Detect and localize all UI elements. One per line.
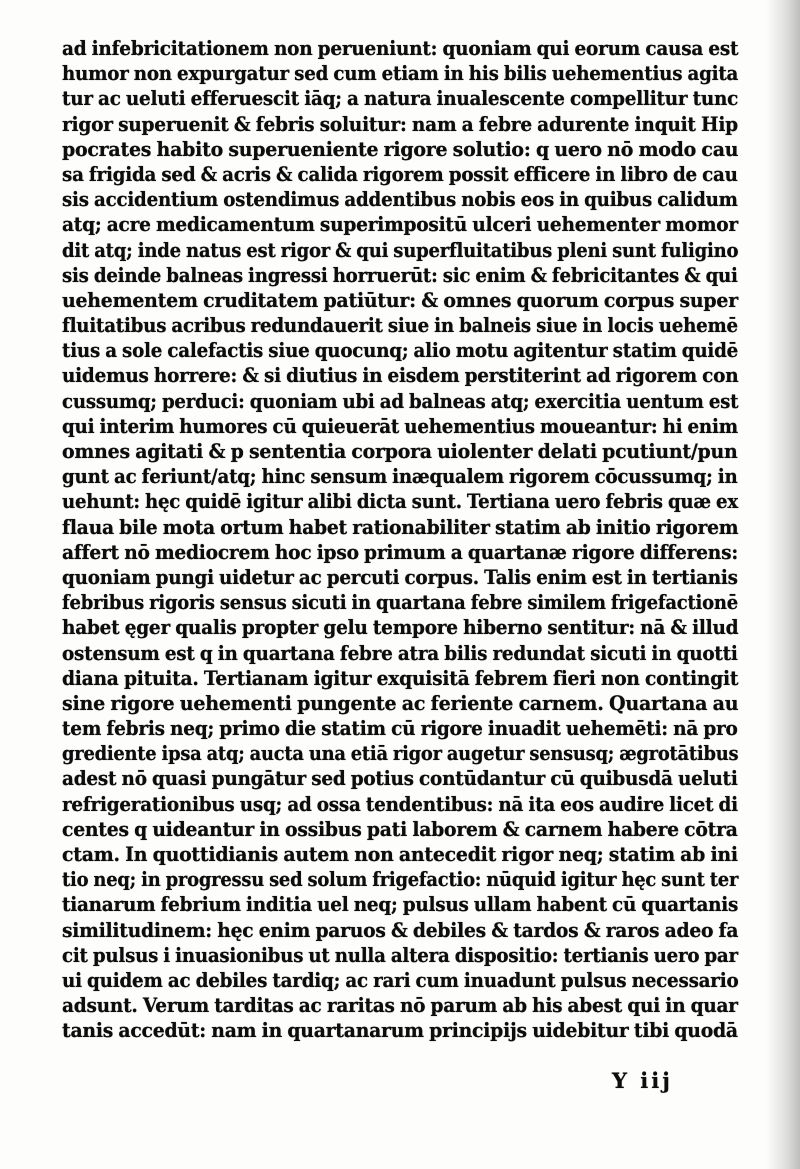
text-line: qui interim humores cū quieuerāt uehementius moueantur: hi enim <box>62 414 738 438</box>
text-line: tius a sole calefactis siue quocunq; alio motu agitentur statim quidē <box>62 339 739 363</box>
text-line: cit pulsus i inuasionibus ut nulla altera dispositio: tertianis uero par <box>62 943 738 967</box>
text-line: atq; acre medicamentum superimpositū ulceri uehementer momor <box>62 213 738 237</box>
text-line: gunt ac feriunt/atq; hinc sensum inæqualem rigorem cōcussumq; in <box>62 465 738 489</box>
text-line: diana pituita. Tertianam igitur exquisitā febrem fieri non contingit <box>62 666 739 690</box>
text-line: cussumq; perduci: quoniam ubi ad balneas atq; exercitia uentum est <box>62 389 739 413</box>
text-line: dit atq; inde natus est rigor & qui superfluitatibus pleni sunt fuligino <box>62 238 739 262</box>
text-line: fluitatibus acribus redundauerit siue in balneis siue in locis uehemē <box>62 314 738 338</box>
page-gutter-shadow <box>766 0 800 1169</box>
text-line: adsunt. Verum tarditas ac raritas nō parum ab his abest qui in quar <box>62 994 738 1018</box>
text-line: ostensum est q in quartana febre atra bilis redundat sicuti in quotti <box>62 641 738 665</box>
text-line: uehunt: hęc quidē igitur alibi dicta sunt. Tertiana uero febris quæ ex <box>62 490 738 514</box>
text-line: tio neq; in progressu sed solum frigefactio: nūquid igitur hęc sunt ter <box>62 868 739 892</box>
text-line: adest nō quasi pungātur sed potius contūdantur cū quibusdā ueluti <box>62 767 738 791</box>
text-line: uehementem cruditatem patiūtur: & omnes quorum corpus super <box>62 288 738 312</box>
text-line: humor non expurgatur sed cum etiam in his bilis uehementius agita <box>62 62 739 86</box>
text-line: ctam. In quottidianis autem non antecedit rigor neq; statim ab ini <box>62 843 738 866</box>
body-text <box>62 36 742 1044</box>
text-line: rigor superuenit & febris soluitur: nam a febre adurente inquit Hip <box>62 112 738 136</box>
signature-mark: Y iij <box>612 1068 673 1093</box>
text-line: similitudinem: hęc enim paruos & debiles & tardos & raros adeo fa <box>62 918 739 942</box>
text-line: quoniam pungi uidetur ac percuti corpus. Talis enim est in tertianis <box>62 565 738 589</box>
text-line: tanis accedūt: nam in quartanarum principijs uidebitur tibi quodā <box>62 1019 738 1043</box>
text-line: uidemus horrere: & si diutius in eisdem perstiterint ad rigorem con <box>62 364 739 388</box>
text-line: sis deinde balneas ingressi horruerūt: sic enim & febricitantes & qui <box>62 263 738 287</box>
text-line: sine rigore uehementi pungente ac feriente carnem. Quartana au <box>62 691 739 715</box>
text-line: centes q uideantur in ossibus pati laborem & carnem habere cōtra <box>62 817 738 841</box>
text-line: sa frigida sed & acris & calida rigorem possit efficere in libro de cau <box>62 162 738 186</box>
text-line: tur ac ueluti efferuescit iāq; a natura inualescente compellitur tunc <box>62 87 739 111</box>
text-line: pocrates habito superueniente rigore solutio: q uero nō modo cau <box>62 137 739 161</box>
text-line: flaua bile mota ortum habet rationabiliter statim ab initio rigorem <box>62 515 739 539</box>
text-line: febribus rigoris sensus sicuti in quartana febre similem frigefactionē <box>62 591 738 615</box>
text-line: omnes agitati & p sententia corpora uiolenter delati pcutiunt/pun <box>62 440 738 463</box>
text-line: grediente ipsa atq; aucta una etiā rigor augetur sensusq; ægrotātibus <box>62 742 739 766</box>
text-line: sis accidentium ostendimus addentibus nobis eos in quibus calidum <box>62 188 738 212</box>
text-line: tem febris neq; primo die statim cū rigore inuadit uehemēti: nā pro <box>62 717 738 741</box>
text-line: ui quidem ac debiles tardiq; ac rari cum inuadunt pulsus necessario <box>62 968 739 992</box>
text-line: ad infebricitationem non perueniunt: quoniam qui eorum causa est <box>62 37 739 60</box>
text-line: affert nō mediocrem hoc ipso primum a quartanæ rigore differens: <box>62 540 738 564</box>
text-line: tianarum febrium inditia uel neq; pulsus ullam habent cū quartanis <box>62 893 739 917</box>
text-line: habet ęger qualis propter gelu tempore hiberno sentitur: nā & illud <box>62 616 739 640</box>
text-line: refrigerationibus usq; ad ossa tendentibus: nā ita eos audire licet di <box>62 792 738 816</box>
